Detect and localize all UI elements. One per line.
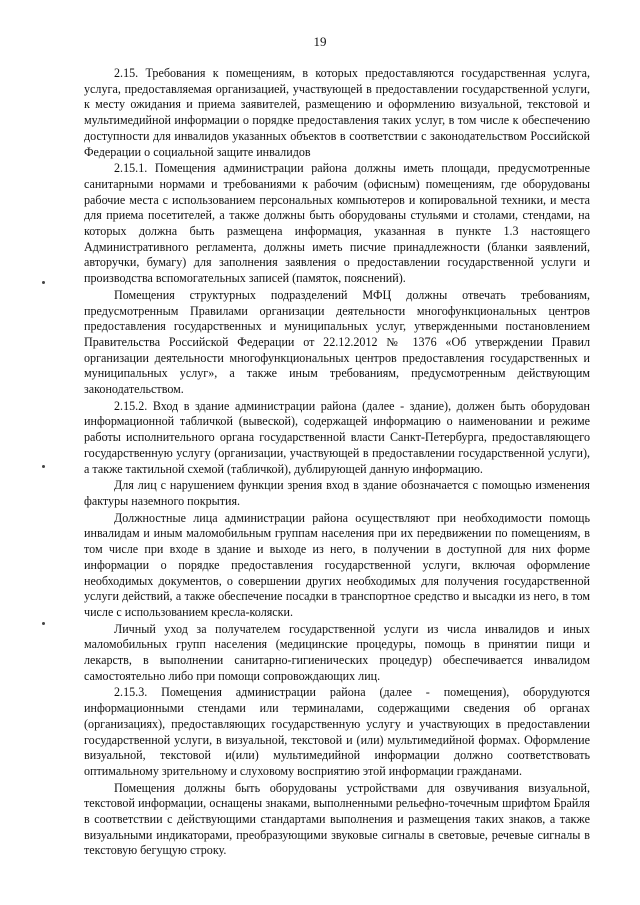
paragraph-2-15-3: 2.15.3. Помещения администрации района (далее - помещения), оборудуются информационными стендами или терминалами, содержащими сведения об органах (организациях), предоставляющих государственную услугу и участвующих в предоставлении государственной услуги, в визуальной, текстовой и (или) мультимедийной формах. Оформление визуальной, текстовой и(или) мультимедийной информации должно соответствовать оптимальному зрительному и слуховому восприятию этой информации гражданами. (84, 685, 590, 778)
margin-dot (42, 281, 45, 284)
paragraph-2-15-1: 2.15.1. Помещения администрации района должны иметь площади, предусмотренные санитарными нормами и требованиями к рабочим (офисным) помещениям, где оборудованы рабочие места с использованием персональных компьютеров и копировальной техники, и места для приема посетителей, а также должны быть оборудованы стульями и столами, стендами, на которых должна быть размещена информация, указанная в пункте 1.3 настоящего Административного регламента, должны иметь писчие принадлежности (бланки заявлений, авторучки, бумагу) для заполнения заявления о предоставлении государственной услуги и производства вспомогательных записей (памяток, пояснений). (84, 161, 590, 286)
paragraph-2-15-2: 2.15.2. Вход в здание администрации района (далее - здание), должен быть оборудован информационной табличкой (вывеской), содержащей информацию о наименовании и режиме работы исполнительного органа государственной власти Санкт-Петербурга, предоставляющего государственную услугу (организации, участвующей в предоставлении государственной услуги), а также тактильной схемой (табличкой), дублирующей данную информацию. (84, 398, 590, 476)
paragraph-vision-impaired: Для лиц с нарушением функции зрения вход в здание обозначается с помощью изменения фактуры наземного покрытия. (84, 478, 590, 508)
paragraph-mfc-premises: Помещения структурных подразделений МФЦ должны отвечать требованиям, предусмотренным Правилами организации деятельности многофункциональных центров предоставления государственных и муниципальных услуг, утвержденными постановлением Правительства Российской Федерации от 22.12.2012 № 1376 «Об утверждении Правил организации деятельности многофункциональных центров предоставления государственных и муниципальных услуг», а также иным требованиям, предусмотренным действующим законодательством. (84, 287, 590, 397)
paragraph-2-15: 2.15. Требования к помещениям, в которых предоставляются государственная услуга, услуга, предоставляемая организацией, участвующей в предоставлении государственной услуги, к месту ожидания и приема заявителей, размещению и оформлению визуальной, текстовой и мультимедийной информации о порядке предоставления таких услуг, в том числе к обеспечению доступности для инвалидов указанных объектов в соответствии с законодательством Российской Федерации о социальной защите инвалидов (84, 66, 590, 159)
paragraph-equipment: Помещения должны быть оборудованы устройствами для озвучивания визуальной, текстовой информации, оснащены знаками, выполненными рельефно-точечным шрифтом Брайля в соответствии с действующими стандартами выполнения и размещения таких знаков, а также визуальными индикаторами, преобразующими звуковые сигналы в световые, речевые сигналы в текстовую бегущую строку. (84, 780, 590, 858)
paragraph-personal-care: Личный уход за получателем государственной услуги из числа инвалидов и иных маломобильных групп населения (медицинские процедуры, помощь в принятии пищи и лекарств, в выполнении санитарно-гигиенических процедур) обеспечивается инвалидом самостоятельно либо при помощи сопровождающих лиц. (84, 621, 590, 683)
document-body (84, 66, 590, 859)
paragraph-officials-assistance: Должностные лица администрации района осуществляют при необходимости помощь инвалидам и иным маломобильным группам населения при их передвижении по помещениям, в том числе при входе в здание и выходе из него, в получении в доступной для них форме информации о порядке предоставления государственной услуги, включая оформление необходимых документов, о совершении других необходимых для получения государственной услуги действий, а также обеспечение посадки в транспортное средство и высадки из него, в том числе с использованием кресла-коляски. (84, 510, 590, 619)
margin-dot (42, 465, 45, 468)
margin-dot (42, 622, 45, 625)
page-number: 19 (313, 34, 327, 49)
